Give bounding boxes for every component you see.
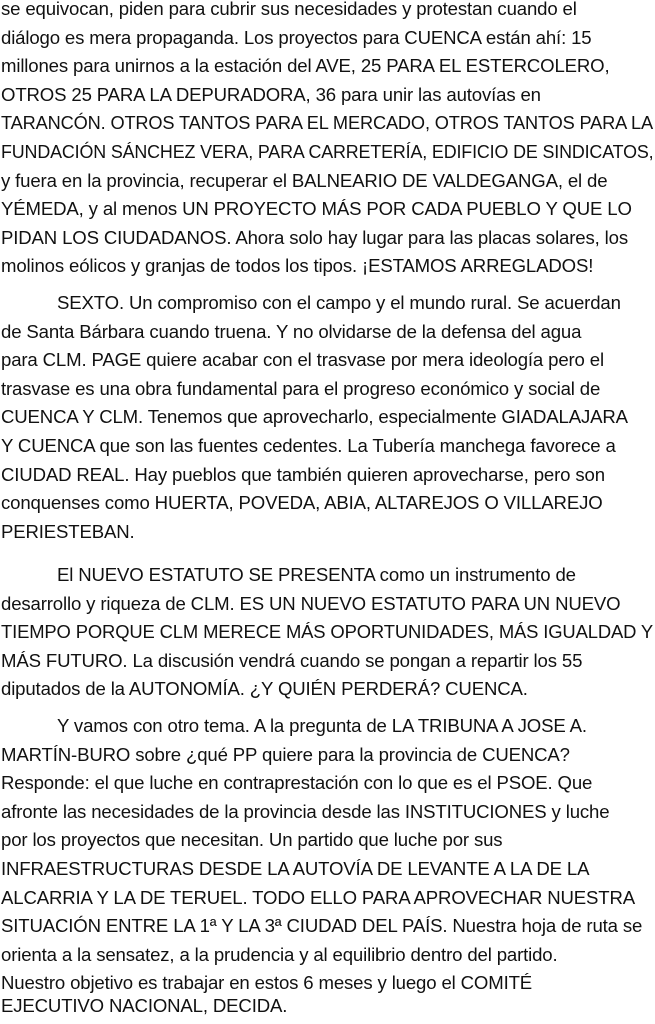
text-line: conquenses como HUERTA, POVEDA, ABIA, ALTAREJOS O VILLAREJO — [1, 492, 603, 514]
text-line: molinos eólicos y granjas de todos los tipos. ¡ESTAMOS ARREGLADOS! — [1, 255, 594, 277]
text-line: YÉMEDA, y al menos UN PROYECTO MÁS POR CADA PUEBLO Y QUE LO — [1, 198, 632, 220]
text-line: PERIESTEBAN. — [1, 520, 135, 542]
text-line: FUNDACIÓN SÁNCHEZ VERA, PARA CARRETERÍA, EDIFICIO DE SINDICATOS, — [1, 141, 654, 162]
text-line: Y vamos con otro tema. A la pregunta de LA TRIBUNA A JOSE A. — [57, 715, 587, 736]
text-line: El NUEVO ESTATUTO SE PRESENTA como un instrumento de — [57, 564, 576, 585]
text-line: MÁS FUTURO. La discusión vendrá cuando se pongan a repartir los 55 — [1, 649, 583, 671]
text-line: CUENCA Y CLM. Tenemos que aprovecharlo, especialmente GIADALAJARA — [1, 406, 628, 428]
text-line: de Santa Bárbara cuando truena. Y no olvidarse de la defensa del agua — [1, 320, 582, 342]
text-line: orienta a la sensatez, a la prudencia y al equilibrio dentro del partido. — [1, 943, 558, 965]
text-line: afronte las necesidades de la provincia desde las INSTITUCIONES y luche — [1, 800, 610, 822]
text-line: ALCARRIA Y LA DE TERUEL. TODO ELLO PARA APROVECHAR NUESTRA — [1, 886, 636, 908]
text-line: por los proyectos que necesitan. Un partido que luche por sus — [1, 829, 503, 851]
text-line: Y CUENCA que son las fuentes cedentes. La Tubería manchega favorece a — [1, 435, 616, 456]
text-line: MARTÍN-BURO sobre ¿qué PP quiere para la provincia de CUENCA? — [1, 743, 570, 765]
text-line: TIEMPO PORQUE CLM MERECE MÁS OPORTUNIDADES, MÁS IGUALDAD Y — [1, 621, 654, 643]
text-line: Responde: el que luche en contraprestación con lo que es el PSOE. Que — [1, 772, 593, 794]
text-line: PIDAN LOS CIUDADANOS. Ahora solo hay lugar para las placas solares, los — [1, 226, 628, 248]
text-line: CIUDAD REAL. Hay pueblos que también quieren aprovecharse, pero son — [1, 463, 605, 485]
text-line: para CLM. PAGE quiere acabar con el trasvase por mera ideología pero el — [1, 349, 604, 371]
text-line: millones para unirnos a la estación del AVE, 25 PARA EL ESTERCOLERO, — [1, 55, 610, 77]
text-line: diputados de la AUTONOMÍA. ¿Y QUIÉN PERDERÁ? CUENCA. — [1, 678, 528, 700]
text-line: trasvase es una obra fundamental para el progreso económico y social de — [1, 377, 601, 399]
text-line: EJECUTIVO NACIONAL, DECIDA. — [1, 995, 288, 1016]
text-line: se equivocan, piden para cubrir sus necesidades y protestan cuando el — [1, 0, 577, 19]
text-line: TARANCÓN. OTROS TANTOS PARA EL MERCADO, OTROS TANTOS PARA LA — [1, 112, 654, 134]
text-line: diálogo es mera propaganda. Los proyectos para CUENCA están ahí: 15 — [1, 26, 592, 48]
text-line: Nuestro objetivo es trabajar en estos 6 meses y luego el COMITÉ — [1, 972, 533, 994]
text-line: INFRAESTRUCTURAS DESDE LA AUTOVÍA DE LEVANTE A LA DE LA — [1, 858, 590, 879]
text-line: SEXTO. Un compromiso con el campo y el mundo rural. Se acuerdan — [57, 292, 621, 313]
text-line: desarrollo y riqueza de CLM. ES UN NUEVO ESTATUTO PARA UN NUEVO — [1, 592, 621, 614]
text-line: OTROS 25 PARA LA DEPURADORA, 36 para unir las autovías en — [1, 83, 541, 105]
text-line: y fuera en la provincia, recuperar el BALNEARIO DE VALDEGANGA, el de — [1, 169, 608, 191]
text-line: SITUACIÓN ENTRE LA 1ª Y LA 3ª CIUDAD DEL PAÍS. Nuestra hoja de ruta se — [1, 915, 643, 937]
